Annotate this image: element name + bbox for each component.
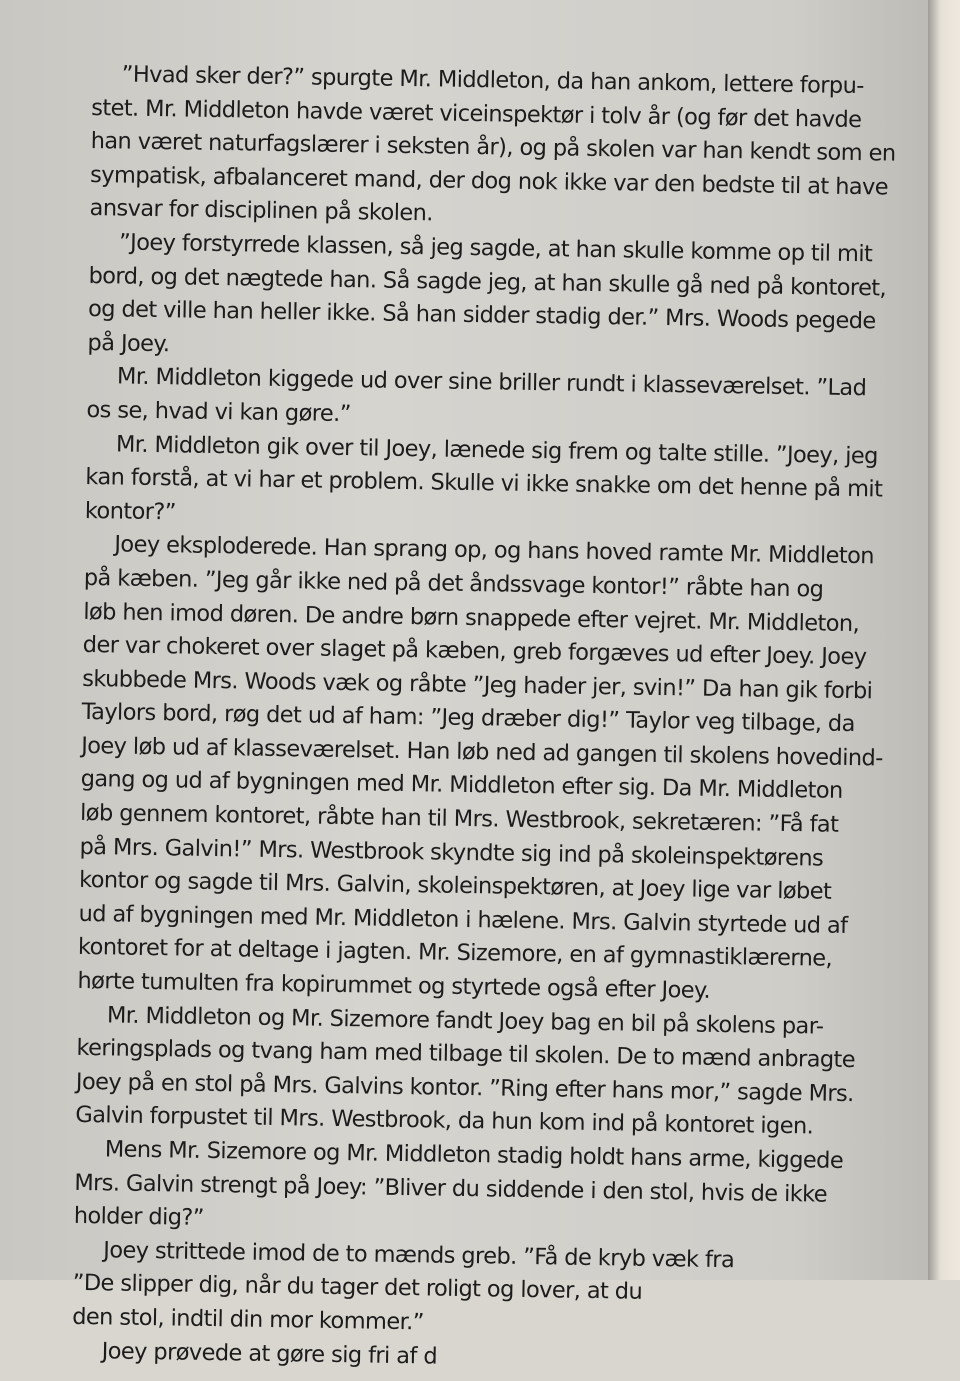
text-line: ansvar for disciplinen på skolen. — [89, 195, 434, 227]
page-text — [71, 58, 931, 1381]
text-line: Taylors bord, røg det ud af ham: ”Jeg dræber dig!” Taylor veg tilbage, da — [81, 699, 855, 738]
text-line: på Joey. — [87, 329, 170, 358]
text-line: Mens Mr. Sizemore og Mr. Middleton stadig holdt hans arme, kiggede — [104, 1136, 844, 1174]
text-line: Galvin forpustet til Mrs. Westbrook, da hun kom ind på kontoret igen. — [75, 1102, 814, 1140]
text-line: Mr. Middleton kiggede ud over sine briller rundt i klasseværelset. ”Lad — [116, 363, 867, 402]
text-line: ”Joey forstyrrede klassen, så jeg sagde, at han skulle komme op til mit — [118, 229, 873, 268]
text-line: kontor og sagde til Mrs. Galvin, skoleinspektøren, at Joey lige var løbet — [78, 867, 832, 905]
text-line: sympatisk, afbalanceret mand, der dog nok ikke var den bedste til at have — [89, 161, 889, 201]
text-line: bord, og det nægtede han. Så sagde jeg, at han skulle gå ned på kontoret, — [88, 262, 887, 302]
text-line: kontor?” — [84, 497, 176, 526]
text-line: den stol, indtil din mor kommer.” — [72, 1303, 424, 1336]
text-line: kan forstå, at vi har et problem. Skulle vi ikke snakke om det henne på mit — [85, 464, 883, 503]
text-line: skubbede Mrs. Woods væk og råbte ”Jeg hader jer, svin!” Da han gik forbi — [82, 665, 873, 705]
text-line: Mrs. Galvin strengt på Joey: ”Bliver du siddende i den stol, hvis de ikke — [74, 1169, 828, 1208]
text-line: Joey løb ud af klasseværelset. Han løb ned ad gangen til skolens hovedind- — [80, 732, 883, 772]
text-line: Joey strittede imod de to mænds greb. ”Få de kryb væk fra — [103, 1237, 735, 1274]
text-line: holder dig?” — [73, 1203, 205, 1232]
text-line: stet. Mr. Middleton havde været viceinspektør i tolv år (og før det havde — [91, 94, 862, 133]
text-line: på Mrs. Galvin!” Mrs. Westbrook skyndte sig ind på skoleinspektørens — [79, 833, 824, 872]
text-line: Joey prøvede at gøre sig fri af d — [101, 1337, 438, 1370]
text-line: der var chokeret over slaget på kæben, greb forgæves ud efter Joey. Joey — [82, 632, 867, 671]
text-line: han været naturfagslærer i seksten år), og på skolen var han kendt som en — [90, 128, 896, 167]
page-edge — [928, 0, 960, 1280]
text-line: på kæben. ”Jeg går ikke ned på det åndssvage kontor!” råbte han og — [83, 564, 824, 603]
text-line: Joey på en stol på Mrs. Galvins kontor. ”Ring efter hans mor,” sagde Mrs. — [75, 1068, 854, 1107]
text-line: ud af bygningen med Mr. Middleton i hælene. Mrs. Galvin styrtede ud af — [78, 900, 848, 939]
text-line: Mr. Middleton og Mr. Sizemore fandt Joey bag en bil på skolens par- — [106, 1001, 824, 1040]
text-line: løb gennem kontoret, råbte han til Mrs. Westbrook, sekretæren: ”Få fat — [79, 799, 839, 838]
text-line: gang og ud af bygningen med Mr. Middleton efter sig. Da Mr. Middleton — [80, 766, 843, 805]
text-line: ”Hvad sker der?” spurgte Mr. Middleton, da han ankom, lettere forpu- — [121, 61, 864, 100]
text-line: Mr. Middleton gik over til Joey, lænede sig frem og talte stille. ”Joey, jeg — [115, 430, 879, 469]
text-line: løb hen imod døren. De andre børn snappede efter vejret. Mr. Middleton, — [83, 598, 860, 637]
text-line: ”De slipper dig, når du tager det roligt og lover, at du — [72, 1270, 643, 1306]
text-line: keringsplads og tvang ham med tilbage til skolen. De to mænd anbragte — [76, 1035, 856, 1074]
text-line: Joey eksploderede. Han sprang op, og hans hoved ramte Mr. Middleton — [114, 531, 875, 570]
text-line: og det ville han heller ikke. Så han sidder stadig der.” Mrs. Woods pegede — [87, 296, 876, 335]
text-line: hørte tumulten fra kopirummet og styrtede også efter Joey. — [77, 967, 711, 1004]
text-line: os se, hvad vi kan gøre.” — [86, 396, 351, 428]
text-line: kontoret for at deltage i jagten. Mr. Sizemore, en af gymnastiklærerne, — [77, 934, 833, 973]
